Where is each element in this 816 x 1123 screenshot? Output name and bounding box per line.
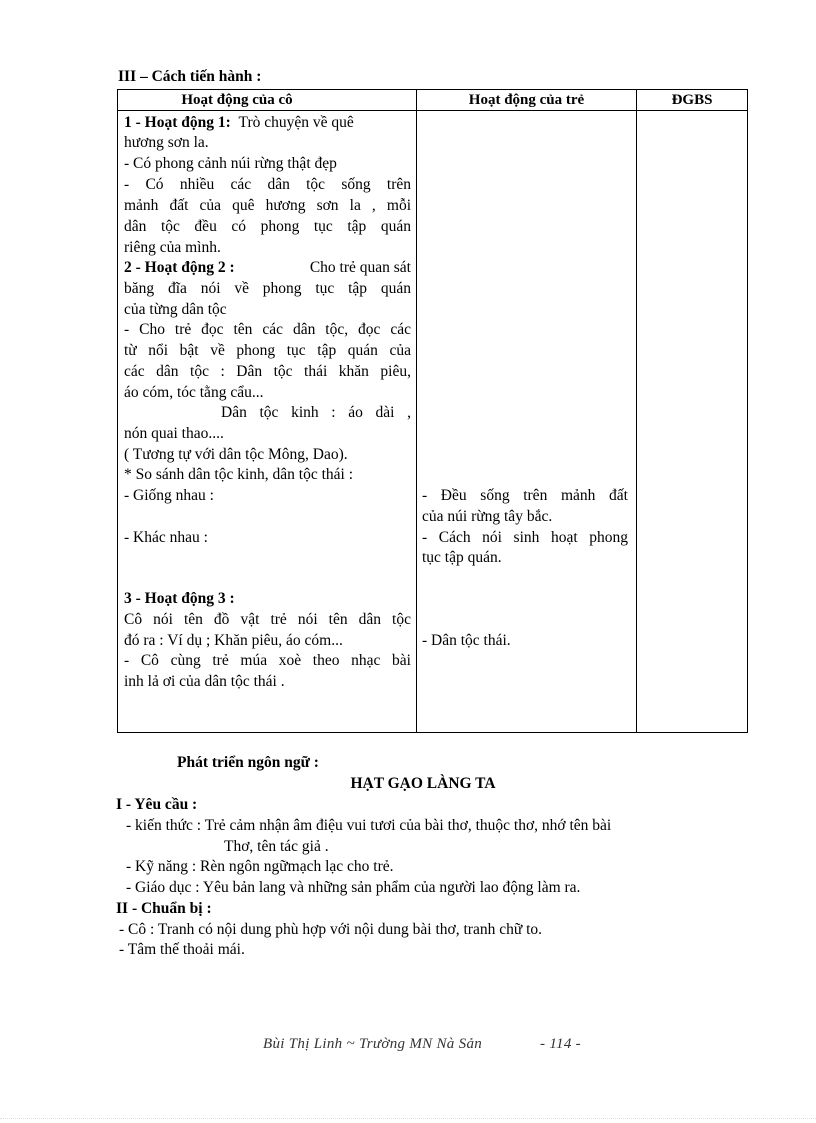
- requirements-heading: I - Yêu cầu :: [116, 796, 198, 813]
- section-title: III – Cách tiến hành :: [118, 68, 262, 85]
- teacher-line: nón quai thao....: [124, 425, 224, 442]
- child-line: - Đều sống trên mảnh đất: [422, 487, 628, 504]
- teacher-line: - Cho trẻ đọc tên các dân tộc, đọc các: [124, 321, 411, 338]
- requirement-knowledge-cont: Thơ, tên tác giả .: [224, 838, 329, 855]
- teacher-line: dân tộc đều có phong tục tập quán: [124, 218, 411, 235]
- teacher-cell: [118, 111, 417, 733]
- preparation-child: - Tâm thế thoải mái.: [119, 941, 245, 958]
- teacher-line: hương sơn la.: [124, 134, 209, 151]
- footer-author: Bùi Thị Linh ~ Trường MN Nà Sản: [263, 1036, 483, 1052]
- header-dgbs: ĐGBS: [637, 90, 748, 111]
- teacher-line: - Cô cùng trẻ múa xoè theo nhạc bài: [124, 652, 411, 669]
- teacher-line: đó ra : Ví dụ ; Khăn piêu, áo cóm...: [124, 632, 343, 649]
- teacher-line: inh lả ơi của dân tộc thái .: [124, 673, 285, 690]
- page-number: - 114 -: [540, 1036, 581, 1052]
- activity-2-line: [124, 258, 411, 278]
- preparation-heading: II - Chuẩn bị :: [116, 900, 212, 917]
- requirement-skill: - Kỹ năng : Rèn ngôn ngữmạch lạc cho trẻ.: [126, 858, 394, 875]
- teacher-line: ( Tương tự với dân tộc Mông, Dao).: [124, 446, 348, 463]
- child-line: tục tập quán.: [422, 549, 502, 566]
- page-edge-divider: [0, 1118, 816, 1119]
- subject-heading: Phát triển ngôn ngữ :: [177, 754, 319, 771]
- activity-1-line: [124, 113, 411, 133]
- child-line: - Cách nói sinh hoạt phong: [422, 529, 628, 546]
- teacher-line: của từng dân tộc: [124, 301, 227, 318]
- lesson-title: HẠT GẠO LÀNG TA: [350, 775, 496, 792]
- teacher-line: Dân tộc kinh : áo dài ,: [221, 404, 411, 421]
- teacher-line: - Có nhiều các dân tộc sống trên: [124, 176, 411, 193]
- child-line: - Dân tộc thái.: [422, 632, 511, 649]
- preparation-teacher: - Cô : Tranh có nội dung phù hợp với nội dung bài thơ, tranh chữ to.: [119, 921, 543, 938]
- activity-1-label: 1 - Hoạt động 1:: [124, 114, 231, 131]
- teacher-line: riêng của mình.: [124, 239, 221, 256]
- activity-2-text: Cho trẻ quan sát: [309, 259, 411, 276]
- requirement-knowledge: - kiến thức : Trẻ cảm nhận âm điệu vui tươi của bài thơ, thuộc thơ, nhớ tên bài: [126, 817, 612, 834]
- header-child: Hoạt động của trẻ: [417, 90, 637, 111]
- activity-1-text: Trò chuyện về quê: [238, 114, 354, 131]
- activity-3-label: 3 - Hoạt động 3 :: [124, 590, 235, 607]
- teacher-line: băng đĩa nói về phong tục tập quán: [124, 280, 411, 297]
- teacher-line: * So sánh dân tộc kinh, dân tộc thái :: [124, 466, 354, 483]
- teacher-line: - Giống nhau :: [124, 487, 214, 504]
- teacher-line: Cô nói tên đồ vật trẻ nói tên dân tộc: [124, 611, 411, 628]
- teacher-line: mảnh đất của quê hương sơn la , mỗi: [124, 197, 411, 214]
- activity-table: [117, 89, 748, 733]
- teacher-line: các dân tộc : Dân tộc thái khăn piêu,: [124, 363, 411, 380]
- activity-2-label: 2 - Hoạt động 2 :: [124, 259, 235, 276]
- child-line: của núi rừng tây bắc.: [422, 508, 553, 525]
- teacher-line: - Có phong cảnh núi rừng thật đẹp: [124, 155, 337, 172]
- teacher-line: áo cóm, tóc tằng cẩu...: [124, 384, 264, 401]
- requirement-education: - Giáo dục : Yêu bản lang và những sản phẩm của người lao động làm ra.: [126, 879, 581, 896]
- teacher-line: từ nổi bật về phong tục tập quán của: [124, 342, 411, 359]
- child-cell: [417, 111, 637, 733]
- header-teacher: Hoạt động của cô: [118, 90, 417, 111]
- dgbs-cell: [637, 111, 748, 733]
- teacher-line: - Khác nhau :: [124, 529, 208, 546]
